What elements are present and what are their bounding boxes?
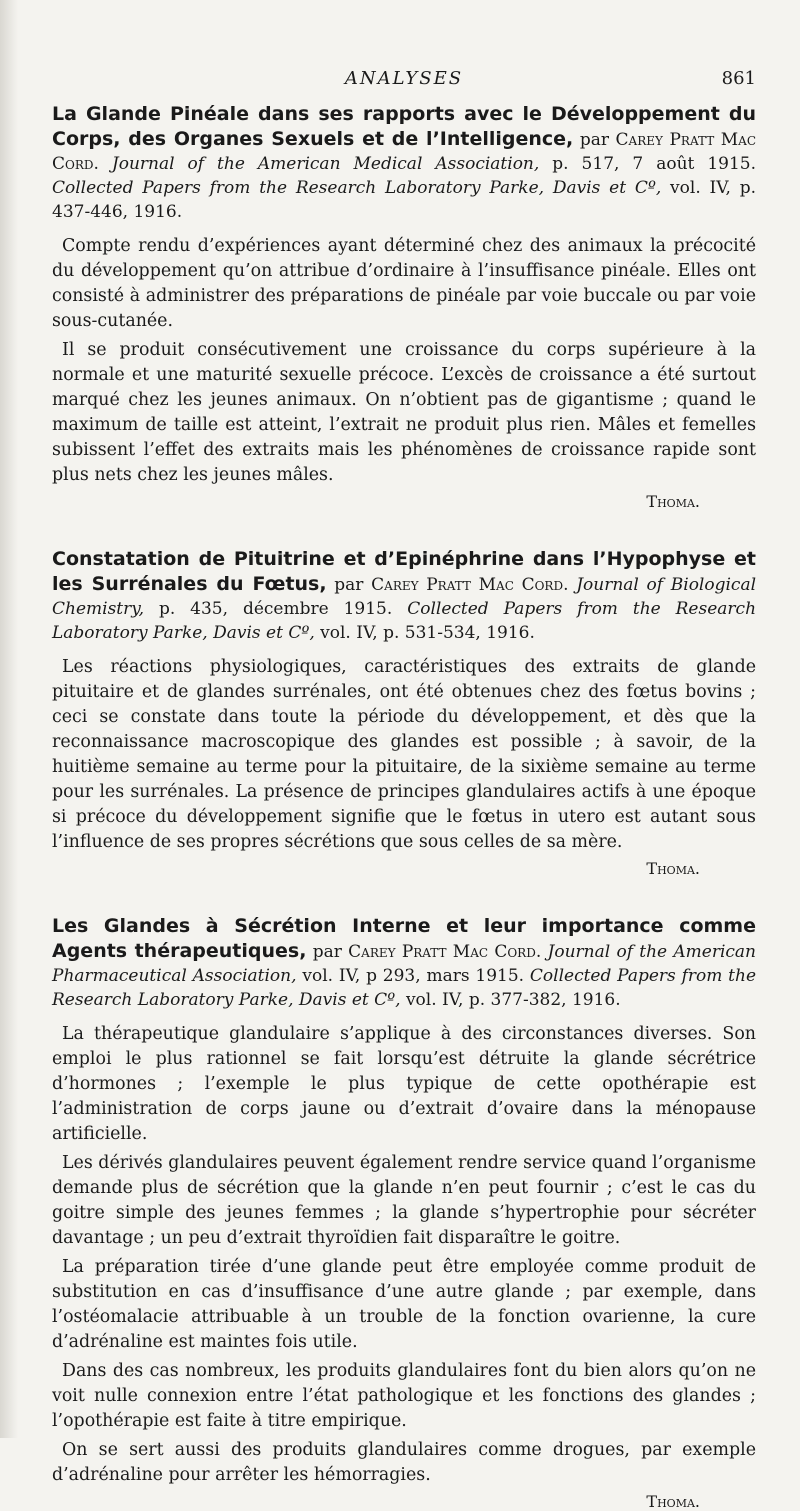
article-paragraph: Compte rendu d’expériences ayant déterminé chez des animaux la précocité du développement qu’on attribue d’ordinaire à l’insuffisance pinéale. Elles ont consisté à administrer des préparations de pinéale par voie buccale ou par voie sous-cutanée. (52, 236, 756, 331)
article-header (52, 914, 756, 1012)
article-title: La Glande Pinéale dans ses rapports avec le Développement du Corps, des Organes Sexuels et de l’Intelligence, (52, 103, 756, 150)
article-citation-pages: vol. IV, p 293, mars 1915. (302, 966, 525, 986)
page-edge-shadow (0, 0, 18, 1438)
article-signature: Thoma. (646, 492, 700, 511)
article-title: Les Glandes à Sécrétion Interne et leur importance comme Agents thérapeutiques, (52, 915, 756, 962)
article-citation-journal: Journal of Biological Chemistry, (52, 575, 757, 619)
article-pineal-gland (52, 102, 756, 511)
article-citation-volume: vol. IV, p. 531-534, 1916. (320, 623, 535, 643)
article-title: Constatation de Pituitrine et d’Epinéphrine dans l’Hypophyse et les Surrénales du Fœtus, (52, 548, 756, 595)
article-signature: Thoma. (646, 1492, 700, 1511)
article-citation-journal: Journal of the American Pharmaceutical Association, (52, 942, 756, 986)
article-by: par (312, 942, 342, 962)
article-paragraph: Les dérivés glandulaires peuvent également rendre service quand l’organisme demande plus de sécrétion que la glande n’en peut fournir ; c’est le cas du goitre simple des jeunes femmes ; la glande s’hypertrophie pour sécréter davantage ; un peu d’extrait thyroïdien fait disparaître le goitre. (52, 1153, 756, 1248)
running-head (52, 62, 756, 96)
article-header (52, 102, 756, 224)
article-paragraph: La préparation tirée d’une glande peut être employée comme produit de substitution en cas d’insuffisance d’une autre glande ; par exemple, dans l’ostéomalacie attribuable à un trouble de la fonction ovarienne, la cure d’adrénaline est maintes fois utile. (52, 1257, 756, 1352)
article-paragraph: On se sert aussi des produits glandulaires comme drogues, par exemple d’adrénaline pour arrêter les hémorragies. (52, 1440, 756, 1485)
article-paragraph: La thérapeutique glandulaire s’applique à des circonstances diverses. Son emploi le plus rationnel se fait lorsqu’est détruite la glande sécrétrice d’hormones ; l’exemple le plus typique de cette opothérapie est l’administration de corps jaune ou d’extrait d’ovaire dans la ménopause artificielle. (52, 1024, 756, 1144)
article-citation-volume: vol. IV, p. 437-446, 1916. (52, 178, 757, 222)
article-author: Carey Pratt Mac Cord. (348, 942, 542, 962)
article-author: Carey Pratt Mac Cord. (52, 130, 757, 174)
article-citation-collection: Collected Papers from the Research Laboratory Parke, Davis et Cº, (52, 178, 662, 198)
page-number: 861 (721, 68, 756, 89)
article-author: Carey Pratt Mac Cord. (371, 575, 569, 595)
article-citation-volume: vol. IV, p. 377-382, 1916. (405, 990, 621, 1010)
article-citation-pages: p. 435, décembre 1915. (158, 599, 393, 619)
article-citation-collection: Collected Papers from the Research Laboratory Parke, Davis et Cº, (52, 966, 757, 1010)
article-pituitrin-epinephrine (52, 547, 756, 878)
article-paragraph: Les réactions physiologiques, caractéristiques des extraits de glande pituitaire et de glandes surrénales, ont été obtenues chez des fœtus bovins ; ceci se constate dans toute la période du développement, et dès que la reconnaissance macroscopique des glandes est possible ; à savoir, de la huitième semaine au terme pour la pituitaire, de la sixième semaine au terme pour les surrénales. La présence de principes glandulaires actifs à une époque si précoce du développement signifie que le fœtus in utero est autant sous l’influence de ses propres sécrétions que sous celles de sa mère. (52, 657, 756, 852)
article-citation-collection: Collected Papers from the Research Laboratory Parke, Davis et Cº, (52, 599, 757, 643)
article-header (52, 547, 756, 645)
article-by: par (334, 575, 364, 595)
article-citation-journal: Journal of the American Medical Association, (111, 154, 540, 174)
article-by: par (579, 130, 609, 150)
article-paragraph: Dans des cas nombreux, les produits glandulaires font du bien alors qu’on ne voit nulle connexion entre l’état pathologique et les fonctions des glandes ; l’opothérapie est faite à titre empirique. (52, 1361, 756, 1431)
article-internal-secretion-glands (52, 914, 756, 1511)
running-title: ANALYSES (344, 68, 464, 89)
article-signature: Thoma. (646, 859, 700, 878)
article-citation-pages: p. 517, 7 août 1915. (552, 154, 757, 174)
article-paragraph: Il se produit consécutivement une croissance du corps supérieure à la normale et une maturité sexuelle précoce. L’excès de croissance a été surtout marqué chez les jeunes animaux. On n’obtient pas de gigantisme ; quand le maximum de taille est atteint, l’extrait ne produit plus rien. Mâles et femelles subissent l’effet des extraits mais les phénomènes de croissance rapide sont plus nets chez les jeunes mâles. (52, 340, 756, 485)
